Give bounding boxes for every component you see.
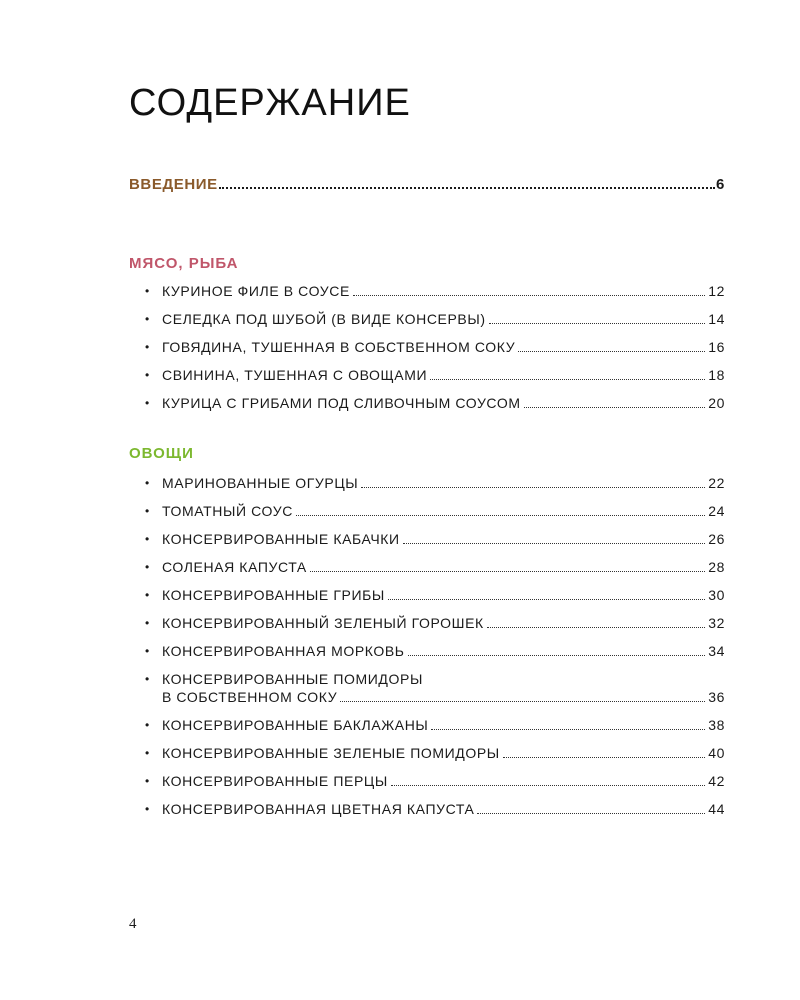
toc-entry[interactable] [129, 502, 725, 520]
dot-leader [408, 655, 706, 656]
toc-entry-introduction[interactable] [129, 176, 725, 193]
bullet-icon: • [145, 774, 150, 788]
toc-entry-title-line2: В СОБСТВЕННОМ СОКУ [162, 689, 338, 705]
toc-entry[interactable] [129, 614, 725, 632]
toc-entry[interactable] [129, 338, 725, 356]
dot-leader [388, 599, 705, 600]
toc-entry-title: КОНСЕРВИРОВАННЫЕ ЗЕЛЕНЫЕ ПОМИДОРЫ [162, 745, 500, 761]
bullet-icon: • [145, 532, 150, 546]
toc-entry-page: 32 [708, 615, 725, 631]
toc-entry[interactable] [129, 716, 725, 734]
toc-entry-page: 14 [708, 311, 725, 327]
toc-entry-title: КОНСЕРВИРОВАННЫЕ БАКЛАЖАНЫ [162, 717, 429, 733]
toc-entry[interactable] [129, 558, 725, 576]
toc-entry-page: 34 [708, 643, 725, 659]
toc-entry-page: 30 [708, 587, 725, 603]
toc-entry-title: КУРИЦА С ГРИБАМИ ПОД СЛИВОЧНЫМ СОУСОМ [162, 395, 521, 411]
toc-entry[interactable] [129, 642, 725, 660]
dot-leader [296, 515, 705, 516]
dot-leader [353, 295, 705, 296]
toc-entry-title: КОНСЕРВИРОВАННАЯ ЦВЕТНАЯ КАПУСТА [162, 801, 475, 817]
toc-entry[interactable] [129, 366, 725, 384]
dot-leader [403, 543, 705, 544]
toc-entry-title: КОНСЕРВИРОВАННАЯ МОРКОВЬ [162, 643, 405, 659]
toc-entry[interactable] [129, 586, 725, 604]
bullet-icon: • [145, 368, 150, 382]
dot-leader [391, 785, 705, 786]
toc-entry-title: СВИНИНА, ТУШЕННАЯ С ОВОЩАМИ [162, 367, 428, 383]
bullet-icon: • [145, 284, 150, 298]
toc-entry[interactable] [129, 670, 725, 706]
toc-entry[interactable] [129, 282, 725, 300]
bullet-icon: • [145, 476, 150, 490]
toc-entry-title: МАРИНОВАННЫЕ ОГУРЦЫ [162, 475, 359, 491]
dot-leader [524, 407, 706, 408]
dot-leader [361, 487, 705, 488]
bullet-icon: • [145, 718, 150, 732]
section-title-meat-fish: МЯСО, РЫБА [129, 255, 239, 272]
toc-entry-page: 28 [708, 559, 725, 575]
toc-entry-page: 12 [708, 283, 725, 299]
dot-leader [219, 187, 715, 189]
toc-list-vegetables [129, 474, 725, 818]
toc-list-meat-fish [129, 282, 725, 412]
dot-leader [503, 757, 705, 758]
intro-page-number: 6 [716, 176, 725, 193]
toc-entry-title: ГОВЯДИНА, ТУШЕННАЯ В СОБСТВЕННОМ СОКУ [162, 339, 516, 355]
toc-entry[interactable] [129, 310, 725, 328]
dot-leader [431, 729, 705, 730]
toc-entry-page: 24 [708, 503, 725, 519]
toc-entry[interactable] [129, 800, 725, 818]
toc-entry-page: 22 [708, 475, 725, 491]
bullet-icon: • [145, 616, 150, 630]
toc-entry[interactable] [129, 744, 725, 762]
toc-entry-page: 40 [708, 745, 725, 761]
bullet-icon: • [145, 312, 150, 326]
toc-entry-title: ТОМАТНЫЙ СОУС [162, 503, 293, 519]
page-number: 4 [129, 916, 137, 932]
toc-entry[interactable] [129, 772, 725, 790]
toc-entry-title: КОНСЕРВИРОВАННЫЕ ГРИБЫ [162, 587, 385, 603]
toc-entry-page: 38 [708, 717, 725, 733]
toc-entry-page: 42 [708, 773, 725, 789]
toc-entry-title: КОНСЕРВИРОВАННЫЕ ПЕРЦЫ [162, 773, 388, 789]
toc-entry-page: 44 [708, 801, 725, 817]
dot-leader [340, 701, 705, 702]
toc-entry[interactable] [129, 474, 725, 492]
dot-leader [310, 571, 705, 572]
toc-entry-title: СОЛЕНАЯ КАПУСТА [162, 559, 307, 575]
bullet-icon: • [145, 746, 150, 760]
intro-label: ВВЕДЕНИЕ [129, 176, 218, 193]
dot-leader [489, 323, 706, 324]
toc-entry-page: 20 [708, 395, 725, 411]
toc-entry-title: СЕЛЕДКА ПОД ШУБОЙ (В ВИДЕ КОНСЕРВЫ) [162, 311, 486, 327]
toc-entry-page: 18 [708, 367, 725, 383]
bullet-icon: • [145, 396, 150, 410]
toc-entry-title-line1: КОНСЕРВИРОВАННЫЕ ПОМИДОРЫ [162, 671, 423, 687]
section-vegetables [129, 444, 725, 818]
toc-entry[interactable] [129, 530, 725, 548]
bullet-icon: • [145, 802, 150, 816]
toc-entry-title: КУРИНОЕ ФИЛЕ В СОУСЕ [162, 283, 350, 299]
bullet-icon: • [145, 644, 150, 658]
bullet-icon: • [145, 672, 150, 686]
bullet-icon: • [145, 504, 150, 518]
section-title-vegetables: ОВОЩИ [129, 445, 194, 462]
toc-entry-title: КОНСЕРВИРОВАННЫЕ КАБАЧКИ [162, 531, 400, 547]
bullet-icon: • [145, 340, 150, 354]
toc-entry-page: 36 [708, 689, 725, 705]
page-title: СОДЕРЖАНИЕ [129, 82, 411, 124]
section-meat-fish [129, 254, 725, 412]
toc-entry-title: КОНСЕРВИРОВАННЫЙ ЗЕЛЕНЫЙ ГОРОШЕК [162, 615, 484, 631]
toc-entry-page: 16 [708, 339, 725, 355]
bullet-icon: • [145, 560, 150, 574]
dot-leader [430, 379, 705, 380]
dot-leader [518, 351, 705, 352]
dot-leader [487, 627, 705, 628]
toc-entry[interactable] [129, 394, 725, 412]
dot-leader [477, 813, 705, 814]
toc-entry-page: 26 [708, 531, 725, 547]
bullet-icon: • [145, 588, 150, 602]
